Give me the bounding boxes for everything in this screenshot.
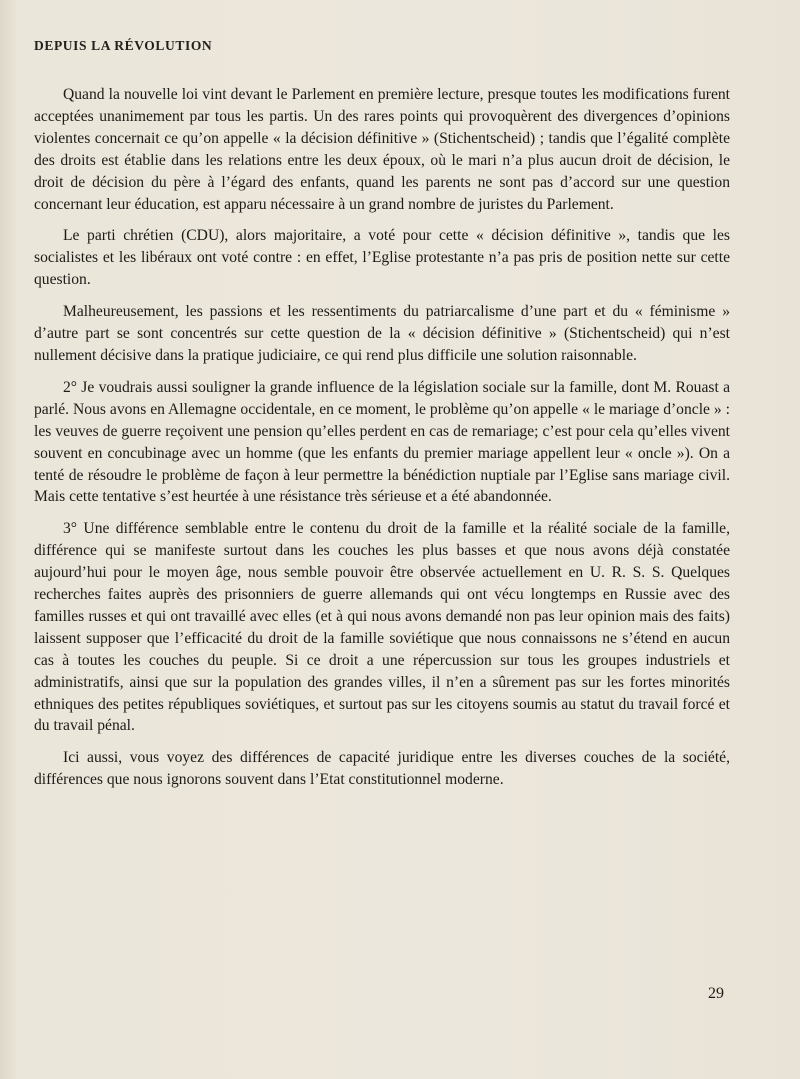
page-number: 29 (708, 985, 724, 1002)
paragraph-first-reading: Quand la nouvelle loi vint devant le Parlement en première lecture, presque toutes les modifications furent acceptées unanimement par tous les partis. Un des rares points qui provoquèrent des divergences d’opinions violentes concernait ce qu’on appelle « la décision définitive » (Stichentscheid) ; tandis que l’égalité complète des droits est établie dans les relations entre les deux époux, où le mari n’a plus aucun droit de décision, le droit de décision du père à l’égard des enfants, quand les parents ne sont pas d’accord sur une question concernant leur éducation, est apparu nécessaire à un grand nombre de juristes du Parlement. (34, 86, 730, 213)
paragraph-point-2: 2° Je voudrais aussi souligner la grande influence de la législation sociale sur la famille, dont M. Rouast a parlé. Nous avons en Allemagne occidentale, en ce moment, le problème qu’on appelle « le mariage d’oncle » : les veuves de guerre reçoivent une pension qu’elles perdent en cas de remariage; c’est pour cela qu’elles vivent souvent en concubinage avec un homme (que les enfants du premier mariage appellent leur « oncle »). On a tenté de résoudre le problème de façon à leur permettre la bénédiction nuptiale par l’Eglise sans mariage civil. Mais cette tentative s’est heurtée à une résistance très sérieuse et a été abandonnée. (34, 378, 730, 506)
body-text (34, 84, 730, 801)
paragraph-conclusion: Ici aussi, vous voyez des différences de capacité juridique entre les diverses couches de la société, différences que nous ignorons souvent dans l’Etat constitutionnel moderne. (34, 749, 730, 789)
running-head: DEPUIS LA RÉVOLUTION (34, 38, 213, 53)
paragraph-patriarcalisme: Malheureusement, les passions et les ressentiments du patriarcalisme d’une part et du « féminisme » d’autre part se sont concentrés sur cette question de la « décision définitive » (Stichentscheid) qui n’est nullement décisive dans la pratique judiciaire, ce qui rend plus difficile une solution raisonnable. (34, 303, 730, 364)
paragraph-cdu-vote: Le parti chrétien (CDU), alors majoritaire, a voté pour cette « décision définitive », tandis que les socialistes et les libéraux ont voté contre : en effet, l’Eglise protestante n’a pas pris de position nette sur cette question. (34, 227, 730, 289)
paragraph-point-3: 3° Une différence semblable entre le contenu du droit de la famille et la réalité sociale de la famille, différence qui se manifeste surtout dans les couches les plus basses et que nous avons déjà constatée aujourd’hui pour le moyen âge, nous semble pouvoir être observée actuellement en U. R. S. S. Quelques recherches faites auprès des prisonniers de guerre allemands qui ont vécu longtemps en Russie avec des familles russes et qui ont travaillé avec elles (et à qui nous avons demandé non pas leur opinion mais des faits) laissent supposer que l’efficacité du droit de la famille soviétique que nous connaissons ne s’étend en aucun cas à toutes les couches du peuple. Si ce droit a une répercussion sur tous les groupes industriels et administratifs, ainsi que sur la population des grandes villes, il n’en a sûrement pas sur les fortes minorités ethniques des petites républiques soviétiques, et surtout pas sur les citoyens soumis au statut du travail forcé et du travail pénal. (34, 520, 730, 735)
